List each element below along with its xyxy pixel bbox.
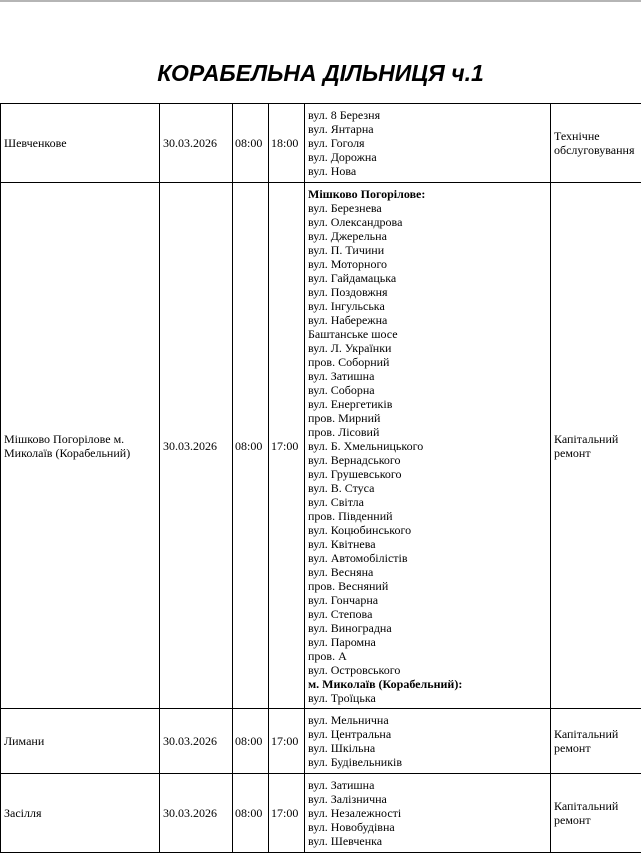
street-name: вул. Гайдамацька (308, 271, 547, 285)
settlement-cell: Шевченкове (1, 104, 160, 183)
table-row (1, 183, 641, 709)
street-name: вул. Гончарна (308, 593, 547, 607)
settlement-cell: Мішково Погорілове м. Миколаїв (Корабельний) (1, 183, 160, 709)
street-name: вул. Троїцька (308, 691, 547, 705)
street-name: вул. Світла (308, 495, 547, 509)
street-name: вул. Нова (308, 164, 547, 178)
street-name: пров. Соборний (308, 355, 547, 369)
start-time-cell: 08:00 (233, 183, 269, 709)
street-name: вул. Квітнева (308, 537, 547, 551)
street-name: вул. Олександрова (308, 215, 547, 229)
street-name: вул. Паромна (308, 635, 547, 649)
date-cell: 30.03.2026 (160, 183, 233, 709)
schedule-body (1, 104, 641, 853)
table-row (1, 104, 641, 183)
street-name: вул. Шкільна (308, 741, 547, 755)
settlement-cell: Лимани (1, 709, 160, 774)
streets-cell (305, 183, 551, 709)
street-group-heading: м. Миколаїв (Корабельний): (308, 677, 547, 691)
street-name: вул. Автомобілістів (308, 551, 547, 565)
end-time-cell: 18:00 (269, 104, 305, 183)
street-name: вул. Л. Українки (308, 341, 547, 355)
street-name: вул. Вернадського (308, 453, 547, 467)
settlement-cell: Засілля (1, 774, 160, 853)
street-name: вул. Моторного (308, 257, 547, 271)
streets-cell (305, 774, 551, 853)
street-name: вул. Поздовжня (308, 285, 547, 299)
street-name: вул. Шевченка (308, 834, 547, 848)
street-name: вул. Б. Хмельницького (308, 439, 547, 453)
table-row (1, 709, 641, 774)
end-time-cell: 17:00 (269, 774, 305, 853)
street-name: вул. Мельнична (308, 713, 547, 727)
street-group-heading: Мішково Погорілове: (308, 187, 547, 201)
street-name: вул. Островського (308, 663, 547, 677)
start-time-cell: 08:00 (233, 774, 269, 853)
street-name: вул. Степова (308, 607, 547, 621)
start-time-cell: 08:00 (233, 709, 269, 774)
street-name: вул. Енергетиків (308, 397, 547, 411)
street-name: вул. Соборна (308, 383, 547, 397)
outage-schedule-table (0, 103, 641, 853)
street-name: Баштанське шосе (308, 327, 547, 341)
top-divider (0, 0, 641, 2)
street-name: вул. Весняна (308, 565, 547, 579)
street-name: вул. В. Стуса (308, 481, 547, 495)
date-cell: 30.03.2026 (160, 774, 233, 853)
street-name: вул. Залізнична (308, 792, 547, 806)
work-type-cell: Капітальний ремонт (551, 774, 641, 853)
street-name: вул. Затишна (308, 778, 547, 792)
street-name: вул. 8 Березня (308, 108, 547, 122)
street-name: вул. Центральна (308, 727, 547, 741)
street-name: вул. Будівельників (308, 755, 547, 769)
street-name: вул. Грушевського (308, 467, 547, 481)
work-type-cell: Капітальний ремонт (551, 709, 641, 774)
street-name: вул. Набережна (308, 313, 547, 327)
street-name: вул. Виноградна (308, 621, 547, 635)
street-name: вул. Гоголя (308, 136, 547, 150)
start-time-cell: 08:00 (233, 104, 269, 183)
street-name: вул. П. Тичини (308, 243, 547, 257)
street-name: вул. Інгульська (308, 299, 547, 313)
date-cell: 30.03.2026 (160, 709, 233, 774)
street-name: пров. Лісовий (308, 425, 547, 439)
street-name: вул. Коцюбинського (308, 523, 547, 537)
streets-cell (305, 104, 551, 183)
street-name: вул. Янтарна (308, 122, 547, 136)
date-cell: 30.03.2026 (160, 104, 233, 183)
work-type-cell: Капітальний ремонт (551, 183, 641, 709)
street-name: пров. А (308, 649, 547, 663)
street-name: вул. Затишна (308, 369, 547, 383)
work-type-cell: Технічне обслуговування (551, 104, 641, 183)
streets-cell (305, 709, 551, 774)
page-title: КОРАБЕЛЬНА ДІЛЬНИЦЯ ч.1 (0, 60, 641, 87)
street-name: вул. Незалежності (308, 806, 547, 820)
table-row (1, 774, 641, 853)
street-name: вул. Новобудівна (308, 820, 547, 834)
street-name: пров. Південний (308, 509, 547, 523)
street-name: вул. Березнева (308, 201, 547, 215)
street-name: пров. Мирний (308, 411, 547, 425)
street-name: пров. Весняний (308, 579, 547, 593)
end-time-cell: 17:00 (269, 709, 305, 774)
street-name: вул. Дорожна (308, 150, 547, 164)
street-name: вул. Джерельна (308, 229, 547, 243)
end-time-cell: 17:00 (269, 183, 305, 709)
